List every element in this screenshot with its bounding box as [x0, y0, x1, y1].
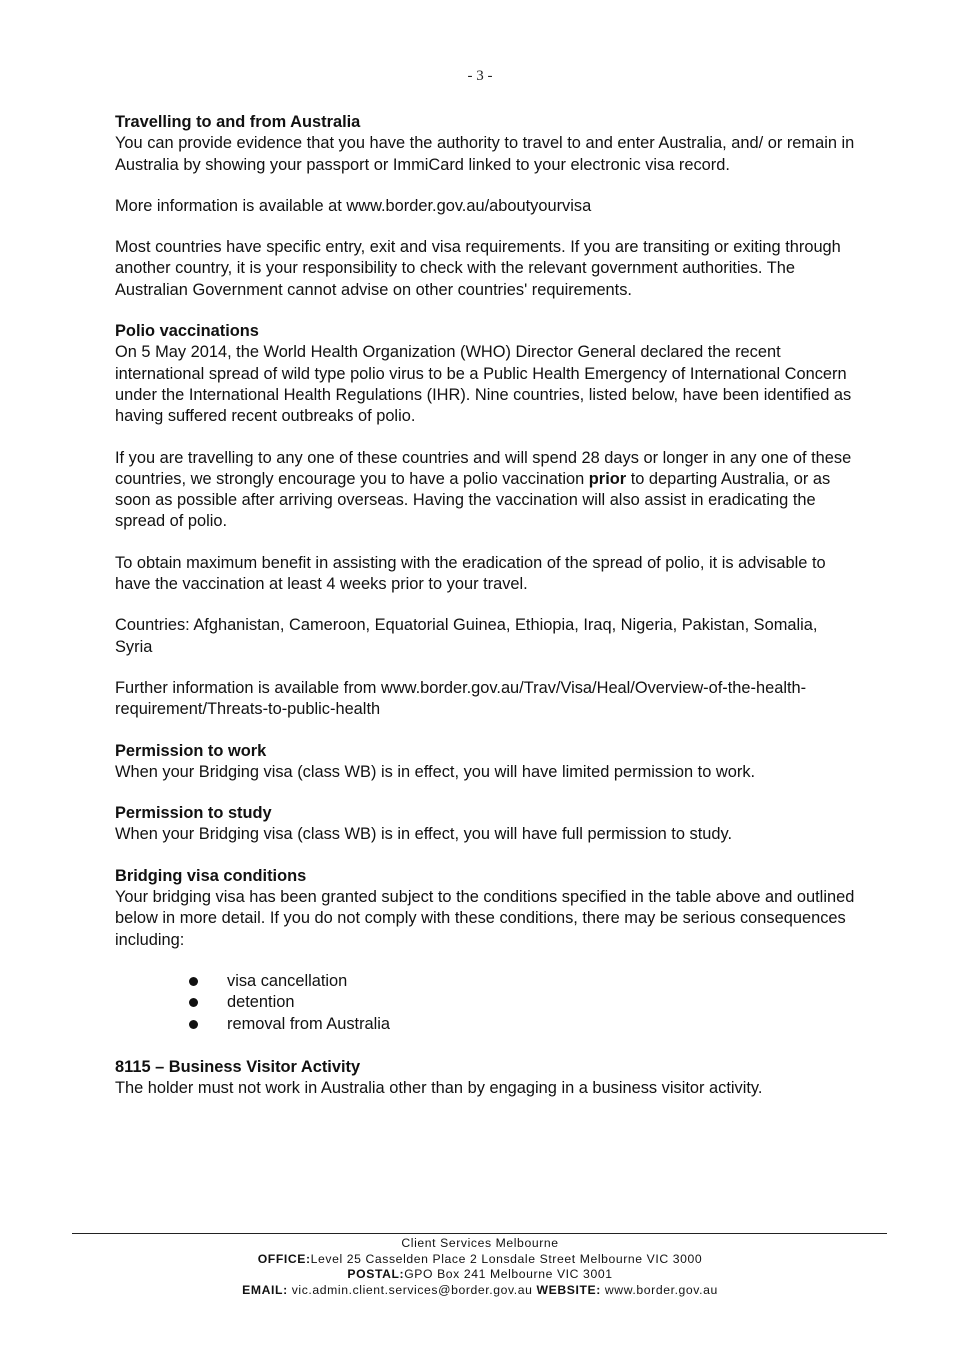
footer-office-address — [0, 1252, 960, 1268]
paragraph: Countries: Afghanistan, Cameroon, Equatorial Guinea, Ethiopia, Iraq, Nigeria, Pakistan, Somalia, Syria — [115, 616, 818, 656]
footer-value: GPO Box 241 Melbourne VIC 3001 — [404, 1267, 613, 1281]
text-run: If you are travelling to any one of these countries and will spend 28 days or longer in any one of these countries, we strongly encourage you to have a polio vaccination — [115, 448, 852, 488]
paragraph: To obtain maximum benefit in assisting with the eradication of the spread of polio, it is advisable to have the vaccination at least 4 weeks prior to your travel. — [115, 553, 826, 594]
section-study — [115, 803, 855, 846]
paragraph: The holder must not work in Australia other than by engaging in a business visitor activity. — [115, 1079, 763, 1098]
page-number: - 3 - — [467, 68, 493, 84]
footer-postal-address — [0, 1267, 960, 1283]
footer — [0, 1236, 960, 1298]
document-body — [115, 112, 855, 1119]
section-heading: 8115 – Business Visitor Activity — [115, 1057, 361, 1076]
paragraph: Your bridging visa has been granted subject to the conditions specified in the table above and outlined below in more detail. If you do not comply with these conditions, there may be serious consequences including: — [115, 888, 855, 949]
paragraph: Further information is available from www.border.gov.au/Trav/Visa/Heal/Overview-of-the-health-requirement/Threats-to-public-health — [115, 678, 807, 719]
section-heading: Bridging visa conditions — [115, 866, 307, 885]
footer-label: EMAIL: — [242, 1282, 288, 1297]
section-heading: Travelling to and from Australia — [115, 113, 361, 131]
paragraph: You can provide evidence that you have the authority to travel to and enter Australia, and/ or remain in Australia by showing your passport or ImmiCard linked to your electronic visa record. — [115, 134, 855, 174]
emphasis-prior: prior — [588, 469, 627, 488]
section-work — [115, 741, 855, 784]
footer-label: POSTAL: — [347, 1267, 405, 1281]
section-heading: Permission to study — [115, 804, 272, 823]
footer-divider — [72, 1233, 887, 1234]
paragraph — [115, 448, 855, 533]
list-item: removal from Australia — [185, 1014, 855, 1035]
footer-office-name: Client Services Melbourne — [401, 1236, 559, 1250]
section-conditions — [115, 866, 855, 951]
section-heading: Permission to work — [115, 741, 267, 760]
list-item: visa cancellation — [185, 971, 855, 992]
paragraph: More information is available at www.border.gov.au/aboutyourvisa — [115, 196, 592, 215]
text-run: to departing Australia, or as soon as possible after arriving overseas. Having the vaccination will also assist in eradicating the spread of polio. — [115, 469, 831, 531]
footer-label: WEBSITE: — [536, 1282, 601, 1297]
consequences-list — [115, 971, 855, 1035]
section-heading: Polio vaccinations — [115, 322, 259, 341]
paragraph: When your Bridging visa (class WB) is in effect, you will have limited permission to work. — [115, 762, 756, 781]
paragraph: On 5 May 2014, the World Health Organization (WHO) Director General declared the recent international spread of wild type polio virus to be a Public Health Emergency of International Concern under the International Health Regulations (IHR). Nine countries, listed below, have been identified as having suffered recent outbreaks of polio. — [115, 343, 852, 426]
footer-label: OFFICE: — [257, 1251, 311, 1266]
section-polio — [115, 321, 855, 720]
paragraph: Most countries have specific entry, exit and visa requirements. If you are transiting or exiting through another country, it is your responsibility to check with the relevant government authorities. The Australian Government cannot advise on other countries' requirements. — [115, 238, 841, 299]
footer-contact — [0, 1283, 960, 1299]
section-8115 — [115, 1057, 855, 1100]
paragraph: When your Bridging visa (class WB) is in effect, you will have full permission to study. — [115, 825, 733, 844]
footer-website: www.border.gov.au — [600, 1282, 718, 1297]
section-travelling — [115, 112, 855, 301]
footer-email: vic.admin.client.services@border.gov.au — [287, 1282, 537, 1297]
footer-value: Level 25 Casselden Place 2 Lonsdale Street Melbourne VIC 3000 — [310, 1251, 703, 1266]
list-item: detention — [185, 992, 855, 1013]
